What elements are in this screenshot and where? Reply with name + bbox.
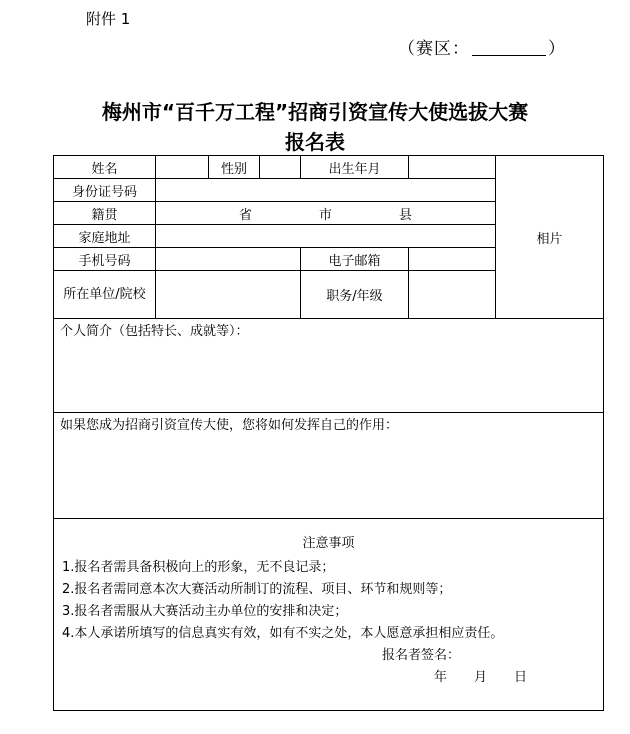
id-label: 身份证号码 xyxy=(54,179,156,202)
phone-label: 手机号码 xyxy=(54,248,156,271)
year-label: 年 xyxy=(434,670,448,685)
email-field[interactable] xyxy=(409,248,496,271)
email-label: 电子邮箱 xyxy=(301,248,409,271)
workplace-field[interactable] xyxy=(156,271,301,319)
gender-label: 性别 xyxy=(209,156,260,179)
page-title: 梅州市“百千万工程”招商引资宣传大使选拔大赛 xyxy=(101,100,529,124)
region-close: ） xyxy=(548,39,566,59)
intro-label: 个人简介（包括特长、成就等）： xyxy=(60,324,249,339)
role-label: 如果您成为招商引资宣传大使，您将如何发挥自己的作用： xyxy=(60,418,399,433)
address-label: 家庭地址 xyxy=(54,225,156,248)
date-line[interactable] xyxy=(62,667,595,689)
city-label: 市 xyxy=(318,207,332,223)
role-field[interactable] xyxy=(54,413,604,519)
day-label: 日 xyxy=(514,670,528,685)
registration-form xyxy=(53,155,604,711)
signature-line[interactable] xyxy=(62,645,595,667)
native-label: 籍贯 xyxy=(54,202,156,225)
month-label: 月 xyxy=(474,670,488,685)
county-label: 县 xyxy=(398,207,412,223)
position-label: 职务/年级 xyxy=(301,271,409,319)
province-label: 省 xyxy=(238,207,252,223)
id-field[interactable] xyxy=(156,179,496,202)
photo-cell[interactable]: 相片 xyxy=(496,156,604,319)
position-field[interactable] xyxy=(409,271,496,319)
attachment-label: 附件 1 xyxy=(86,10,131,28)
native-field[interactable] xyxy=(156,202,496,225)
phone-field[interactable] xyxy=(156,248,301,271)
gender-field[interactable] xyxy=(260,156,301,179)
region-field xyxy=(398,34,566,59)
name-field[interactable] xyxy=(156,156,209,179)
intro-field[interactable] xyxy=(54,319,604,413)
notes-title: 注意事项 xyxy=(302,536,355,551)
workplace-label: 所在单位/院校 xyxy=(54,271,156,319)
birth-label: 出生年月 xyxy=(301,156,409,179)
signature-label: 报名者签名： xyxy=(382,648,461,663)
notes-item: 3.报名者需服从大赛活动主办单位的安排和决定； xyxy=(62,604,348,619)
birth-field[interactable] xyxy=(409,156,496,179)
region-blank[interactable] xyxy=(472,41,546,56)
region-open: （赛区： xyxy=(398,39,470,59)
name-label: 姓名 xyxy=(54,156,156,179)
notes-item: 1.报名者需具备积极向上的形象，无不良记录； xyxy=(62,560,335,575)
notes-section xyxy=(54,519,604,711)
notes-item: 4.本人承诺所填写的信息真实有效，如有不实之处，本人愿意承担相应责任。 xyxy=(62,626,504,641)
address-field[interactable] xyxy=(156,225,496,248)
notes-item: 2.报名者需同意本次大赛活动所制订的流程、项目、环节和规则等； xyxy=(62,582,452,597)
page-subtitle: 报名表 xyxy=(285,130,345,154)
